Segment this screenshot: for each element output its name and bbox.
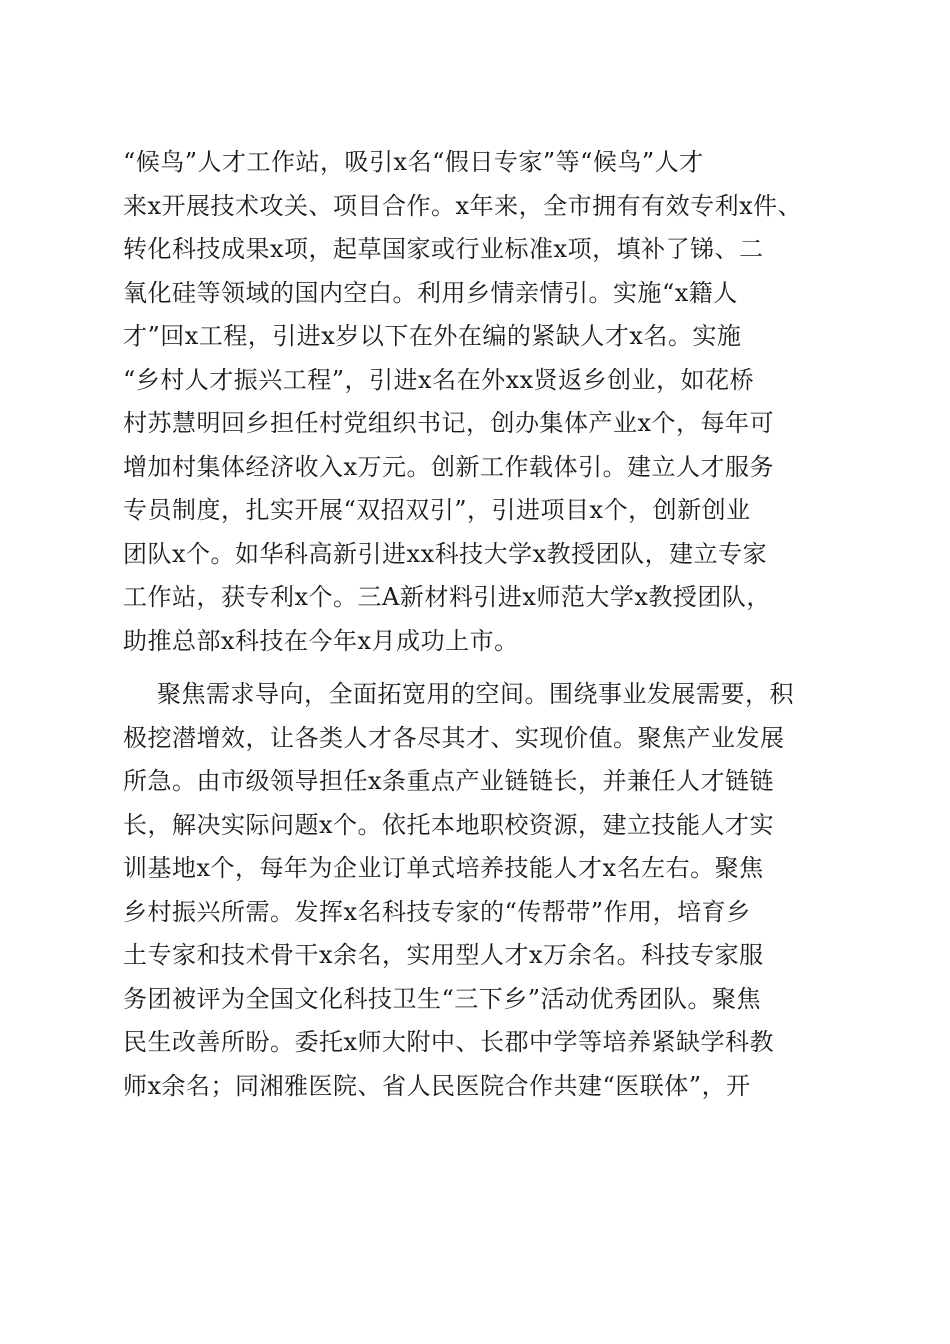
text-line: 村苏慧明回乡担任村党组织书记，创办集体产业x个，每年可 [123, 409, 775, 437]
paragraph-1 [123, 141, 843, 663]
text-line: 长，解决实际问题x个。依托本地职校资源，建立技能人才实 [123, 810, 775, 839]
text-line: 来x开展技术攻关、项目合作。x年来，全市拥有有效专利x件、 [123, 191, 803, 220]
text-line: 务团被评为全国文化科技卫生“三下乡”活动优秀团队。聚焦 [123, 984, 762, 1013]
text-line: 聚焦需求导向，全面拓宽用的空间。围绕事业发展需要，积 [157, 680, 794, 708]
text-line: 增加村集体经济收入x万元。创新工作载体引。建立人才服务 [123, 452, 775, 481]
text-line: 转化科技成果x项，起草国家或行业标准x项，填补了锑、二 [123, 235, 764, 263]
text-line: 专员制度，扎实开展“双招双引”，引进项目x个，创新创业 [123, 496, 751, 524]
text-line: 师x余名；同湘雅医院、省人民医院合作共建“医联体”，开 [123, 1071, 751, 1100]
paragraph-spacer [123, 663, 843, 673]
document-body [123, 141, 843, 1108]
text-line: 工作站，获专利x个。三A新材料引进x师范大学x教授团队， [123, 583, 771, 611]
text-line: 土专家和技术骨干x余名，实用型人才x万余名。科技专家服 [123, 941, 764, 969]
paragraph-2 [123, 673, 843, 1108]
text-line: “候鸟”人才工作站，吸引x名“假日专家”等“候鸟”人才 [123, 148, 704, 176]
text-line: 氧化硅等领域的国内空白。利用乡情亲情引。实施“x籍人 [123, 278, 738, 307]
text-line: 助推总部x科技在今年x月成功上市。 [123, 626, 519, 655]
text-line: 乡村振兴所需。发挥x名科技专家的“传帮带”作用，培育乡 [123, 897, 751, 926]
text-line: 团队x个。如华科高新引进xx科技大学x教授团队，建立专家 [123, 539, 768, 568]
text-line: 极挖潜增效，让各类人才各尽其才、实现价值。聚焦产业发展 [123, 723, 785, 752]
text-line: 训基地x个，每年为企业订单式培养技能人才x名左右。聚焦 [123, 854, 764, 882]
text-line: “乡村人才振兴工程”，引进x名在外xx贤返乡创业，如花桥 [123, 365, 755, 394]
text-line: 才”回x工程，引进x岁以下在外在编的紧缺人才x名。实施 [123, 322, 742, 350]
text-line: 所急。由市级领导担任x条重点产业链链长，并兼任人才链链 [123, 767, 775, 795]
text-line: 民生改善所盼。委托x师大附中、长郡中学等培养紧缺学科教 [123, 1028, 775, 1056]
